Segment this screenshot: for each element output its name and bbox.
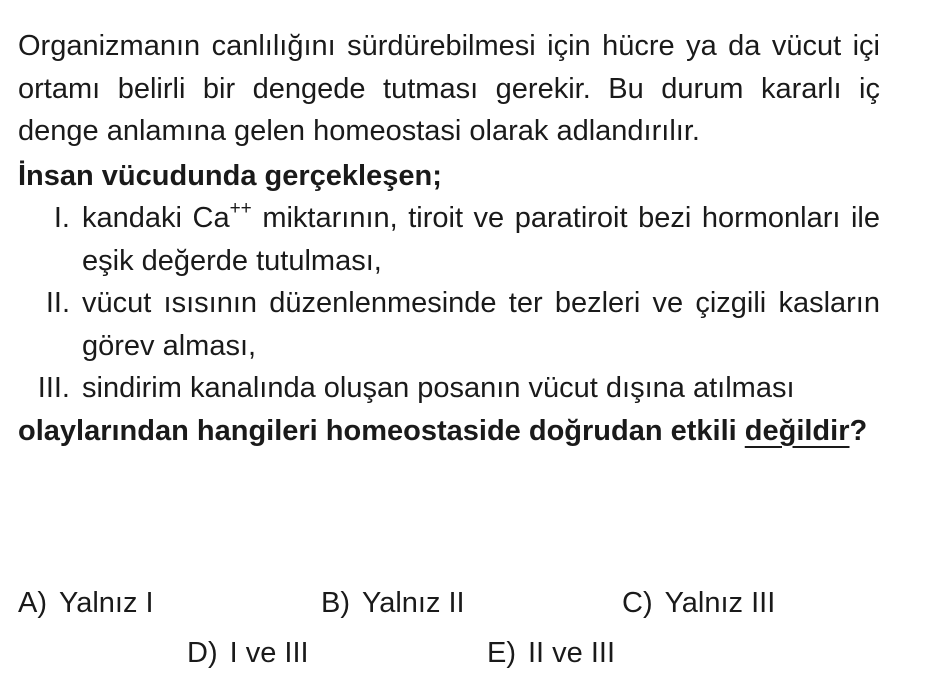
question-stem: Organizmanın canlılığını sürdürebilmesi için hücre ya da vücut içi ortamı belirli bir dengede tutması gerekir. Bu durum kararlı iç denge anlamına gelen homeostasi olarak adlandırılır.: [18, 30, 880, 147]
option-text: Yalnız II: [362, 587, 465, 619]
option-b[interactable]: [321, 586, 465, 620]
statement-text: [82, 197, 880, 282]
ion-charge-superscript: ++: [229, 198, 252, 220]
question-prompt: [18, 410, 880, 453]
statement-text: vücut ısısının düzenlenmesinde ter bezleri ve çizgili kasların görev alması,: [82, 287, 880, 362]
option-text: Yalnız III: [664, 587, 776, 619]
option-d[interactable]: [187, 636, 309, 670]
option-text: II ve III: [528, 637, 616, 669]
question-lead-in: İnsan vücudunda gerçekleşen;: [18, 159, 442, 192]
statement-list: [18, 197, 880, 410]
negation-word: değildir: [744, 414, 850, 447]
option-letter: D): [187, 637, 218, 669]
statement-text-part: miktarının, tiroit ve paratiroit bezi hormonları ile eşik değerde tutulması,: [82, 202, 880, 277]
question-block: [18, 25, 880, 452]
statement-item-1: [18, 197, 880, 282]
prompt-text: olaylarından hangileri homeostaside doğrudan etkili: [18, 414, 745, 447]
statement-item-3: [18, 367, 880, 410]
option-a[interactable]: [18, 586, 154, 620]
option-letter: C): [622, 587, 653, 619]
option-c[interactable]: [622, 586, 775, 620]
prompt-question-mark: ?: [849, 414, 868, 447]
statement-text: sindirim kanalında oluşan posanın vücut dışına atılması: [82, 372, 795, 404]
statement-item-2: [18, 282, 880, 367]
option-letter: A): [18, 587, 47, 619]
statement-numeral: III.: [37, 372, 70, 404]
option-letter: E): [487, 637, 516, 669]
option-letter: B): [321, 587, 350, 619]
option-text: I ve III: [229, 637, 309, 669]
statement-text-part: kandaki Ca: [82, 202, 230, 234]
option-text: Yalnız I: [59, 587, 154, 619]
option-e[interactable]: [487, 636, 615, 670]
statement-numeral: II.: [45, 287, 70, 319]
statement-numeral: I.: [53, 202, 70, 234]
